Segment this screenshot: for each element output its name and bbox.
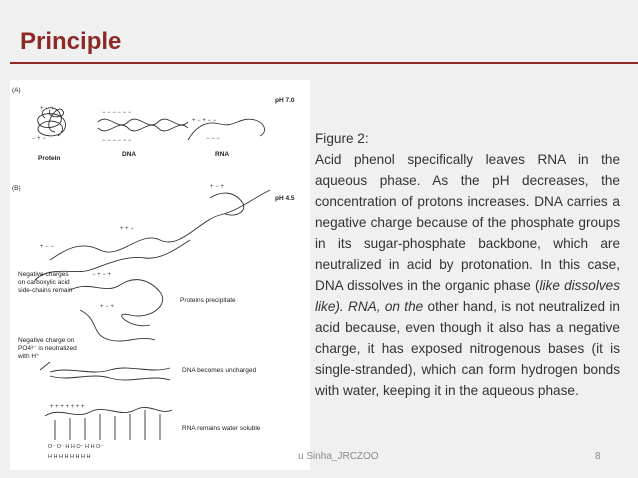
svg-text:+ − + − −: + − + − − <box>192 118 217 124</box>
svg-text:+ − +: + − + <box>100 304 114 310</box>
protein-glyph <box>32 106 65 142</box>
dna-uncharged-label: DNA becomes uncharged <box>182 367 257 374</box>
caption-heading: Figure 2: <box>315 131 369 146</box>
figure-image <box>10 80 310 470</box>
proteins-precipitate-label: Proteins precipitate <box>180 297 236 304</box>
svg-text:+ + −: + + − <box>120 226 134 232</box>
svg-text:− − −: − − − <box>206 136 220 142</box>
neutralized-label-2: PO4³⁻ is neutralized <box>18 345 77 352</box>
phenol-extraction-diagram <box>10 80 310 470</box>
dna-glyph <box>98 110 188 144</box>
neutralized-label-3: with H⁺ <box>18 353 40 360</box>
figure-caption <box>315 128 620 401</box>
slide-title: Principle <box>20 28 122 55</box>
svg-text:H H H H H H H H: H H H H H H H H <box>48 454 91 460</box>
rna-label: RNA <box>215 151 230 158</box>
svg-text:O⁻ O⁻ H H O⁻ H H O⁻: O⁻ O⁻ H H O⁻ H H O⁻ <box>48 444 104 450</box>
svg-text:+ + + + + + +: + + + + + + + <box>50 404 85 410</box>
svg-text:− + − +: − + − + <box>92 272 112 278</box>
title-divider <box>10 62 638 64</box>
svg-text:− − − − − −: − − − − − − <box>102 138 132 144</box>
neg-charges-label-3: side-chains remain <box>18 287 73 294</box>
uncharged-dna-glyph <box>40 362 170 380</box>
footer-author: u Sinha_JRCZOO <box>298 451 379 462</box>
page-number: 8 <box>595 451 601 462</box>
neg-charges-label-2: on carboxylic acid <box>18 279 70 286</box>
protein-label: Protein <box>38 155 61 162</box>
caption-body-start: Acid phenol specifically leaves RNA in the aqueous phase. As the pH decreases, the concentration of protons increases. DNA carries a negative charge because of the phosphate groups in its sugar-phosphate backbone, which are neutralized in acid by protonation. In this case, DNA dissolves in the organic phase ( <box>315 152 620 293</box>
caption-body-end: other hand, is not neutralized in acid because, even though it also has a negative charge, it has exposed nitrogenous bases (it is single-stranded), which can form hydrogen bonds with water, keeping it in the aqueous phase. <box>315 299 620 398</box>
neg-charges-label-1: Negative charges <box>18 271 69 278</box>
panel-a-label: (A) <box>12 87 21 94</box>
svg-text:− − − − − −: − − − − − − <box>102 110 132 116</box>
dna-label: DNA <box>122 151 137 158</box>
ph-a-label: pH 7.0 <box>275 97 295 104</box>
rna-glyph <box>188 118 265 142</box>
svg-text:− + −: − + − <box>32 136 46 142</box>
svg-text:+ − −: + − − <box>40 244 54 250</box>
rna-soluble-label: RNA remains water soluble <box>182 425 261 432</box>
caption-body <box>315 149 620 401</box>
rna-bases-glyph <box>45 404 172 460</box>
aggregated-strands-glyph <box>35 184 270 341</box>
svg-text:+ − +: + − + <box>210 184 224 190</box>
ph-b-label: pH 4.5 <box>275 195 295 202</box>
svg-text:+ − +: + − + <box>40 106 54 112</box>
panel-b-label: (B) <box>12 185 21 192</box>
caption-body-italic: like dissolves like). RNA, on the <box>315 278 620 314</box>
neutralized-label-1: Negative charge on <box>18 337 75 344</box>
